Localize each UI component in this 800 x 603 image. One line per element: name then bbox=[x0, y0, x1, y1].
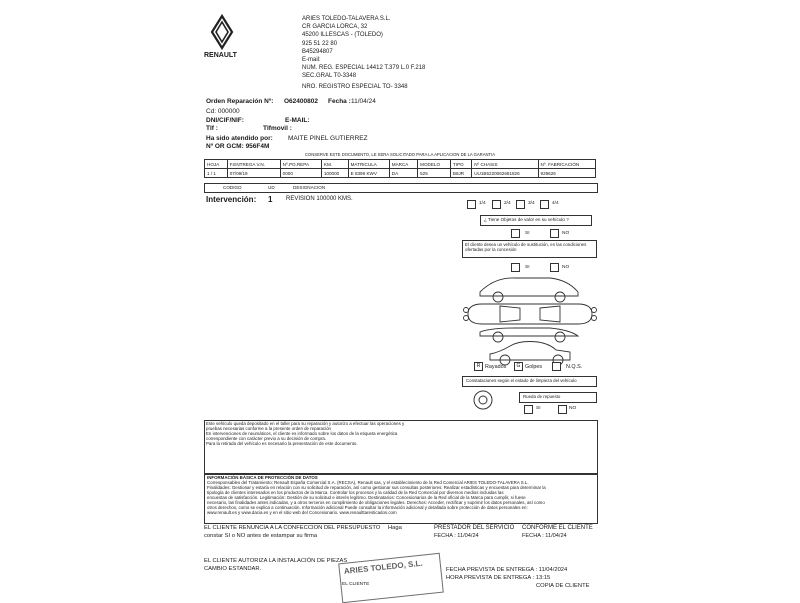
cell: 1 / 1 bbox=[205, 169, 228, 178]
col-header: HOJA bbox=[205, 160, 228, 169]
car-top-view-icon bbox=[464, 304, 597, 324]
tlfmovil-label: Tlfmovil : bbox=[263, 125, 292, 132]
fuel-4-4-label: 4/4 bbox=[552, 201, 559, 206]
gcm-number: Nº OR GCM: 956F4M bbox=[206, 143, 270, 150]
col-header: Nº. FABRICACIÓN bbox=[538, 160, 595, 169]
dealer-line: NUM. REG. ESPECIAL 14412 T.379 L.0 F.218 bbox=[302, 65, 426, 72]
proteccion-line: www.renault.es y www.dacia.es y en el sitio web del Concesionario. www.renaulttaresticados.com bbox=[207, 510, 397, 515]
items-col-codigo: CODIGO bbox=[223, 185, 242, 190]
wheel-icon bbox=[472, 389, 494, 411]
dealer-stamp bbox=[338, 553, 444, 603]
fecha-label: Fecha : bbox=[328, 98, 351, 105]
email-label: E-MAIL: bbox=[285, 117, 310, 124]
col-header: MARCA bbox=[389, 160, 417, 169]
golpes-label: Golpes bbox=[525, 364, 543, 370]
car-damage-diagram[interactable] bbox=[460, 272, 600, 367]
fuel-1-4-label: 1/4 bbox=[479, 201, 486, 206]
objetos-no-label: NO bbox=[562, 231, 570, 236]
limpieza-text: Constataciones según el estado de limpieza del vehículo bbox=[466, 378, 577, 383]
table-header-row bbox=[205, 160, 596, 169]
nqs-marker[interactable] bbox=[552, 362, 561, 371]
intervencion-number: 1 bbox=[268, 195, 273, 204]
sustitucion-no-label: NO bbox=[562, 265, 570, 270]
proteccion-line: Finalidades: Gestionar y estaría en relación con su solicitud de reparación, así como gestionar sus consultas posteriores. Realizar estadísticas y encuestas para determinar la bbox=[207, 485, 546, 490]
golpes-marker[interactable]: G bbox=[514, 362, 523, 371]
sustitucion-si-checkbox[interactable] bbox=[511, 263, 520, 272]
prestador-label: PRESTADOR DEL SERVICIO bbox=[434, 525, 515, 531]
cd-code: Cd: 000000 bbox=[206, 108, 240, 115]
registro-especial: NRO. REGISTRO ESPECIAL TO- 3348 bbox=[302, 84, 408, 90]
renuncia-text: EL CLIENTE RENUNCIA A LA CONFECCION DEL PRESUPUESTO bbox=[204, 525, 381, 531]
dni-label: DNI/CIF/NIF: bbox=[206, 117, 244, 124]
dealer-info bbox=[302, 15, 425, 81]
proteccion-line: tipología de clientes interesados en los productos de la Marca. Controlar los procesos y la calidad de la Red Comercial por diversos medios incluidas las bbox=[207, 490, 504, 495]
prestador-fecha: FECHA : 11/04/24 bbox=[434, 533, 479, 539]
conforme-label: CONFORME EL CLIENTE bbox=[522, 525, 593, 531]
table-row bbox=[205, 169, 596, 178]
conforme-fecha: FECHA : 11/04/24 bbox=[522, 533, 567, 539]
objetos-no-checkbox[interactable] bbox=[550, 229, 559, 238]
proteccion-text bbox=[207, 475, 595, 515]
dealer-line: 925 51 22 80 bbox=[302, 40, 338, 47]
proteccion-line: Corresponsables del Tratamiento: Renault España Comercial S.A. (RECSA), Renault sas, y el establecimiento de la Red Comercial ARIES TOLEDO-TALAVERA S.L. bbox=[207, 480, 529, 485]
orden-value: O62400802 bbox=[284, 98, 318, 105]
fuel-2-4-checkbox[interactable] bbox=[492, 200, 501, 209]
objetos-si-label: SI bbox=[525, 231, 530, 236]
proteccion-line: encuestas de satisfacción. Legitimación: Gestión de su solicitud e interés legítimo. Destinatarios: Concesionarios de la Red oficial de la Marca para cumplir, si fuese bbox=[207, 495, 526, 500]
fuel-3-4-checkbox[interactable] bbox=[516, 200, 525, 209]
rayados-marker[interactable]: R bbox=[474, 362, 483, 371]
deposito-line: correspondiente con carácter previo a su decisión de compra. bbox=[206, 436, 327, 441]
dealer-line: CR GARCIA LORCA, 32 bbox=[302, 24, 368, 31]
deposito-line: pruebas necesarias conforme a la presente orden de reparación bbox=[206, 426, 331, 431]
repuesto-si-checkbox[interactable] bbox=[524, 405, 533, 414]
copia-cliente: COPIA DE CLIENTE bbox=[536, 583, 590, 589]
dealer-line: B45294807 bbox=[302, 48, 333, 55]
vehicle-table bbox=[204, 159, 596, 178]
cell: 525 bbox=[418, 169, 451, 178]
intervencion-text: REVISION 100000 KMS. bbox=[286, 196, 353, 202]
dealer-line: 45200 ILLESCAS - (TOLEDO) bbox=[302, 32, 383, 39]
sustitucion-no-checkbox[interactable] bbox=[550, 263, 559, 272]
nqs-label: N.Q.S. bbox=[566, 364, 583, 370]
car-side-bottom-icon bbox=[480, 328, 578, 342]
cell: UU1B5220062681826 bbox=[472, 169, 538, 178]
constar-text: constar SI o NO antes de estampar su firma bbox=[204, 533, 318, 539]
dealer-line: ARIES TOLEDO-TALAVERA S.L. bbox=[302, 16, 391, 22]
conserve-notice: CONSERVE ESTE DOCUMENTO, LE SERA SOLICITADO PARA LA APLICACION DE LA GARANTIA bbox=[305, 152, 496, 157]
renault-logo-text: RENAULT bbox=[204, 52, 237, 59]
cell: E 8396 KWV bbox=[348, 169, 389, 178]
sustitucion-text: El cliente desea un vehículo de sustitución, en las condiciones ofertadas por la concesión bbox=[465, 242, 587, 252]
col-header: Nº.PO.REPA bbox=[280, 160, 321, 169]
atendido-label: Ha sido atendido por: bbox=[206, 135, 273, 142]
objetos-si-checkbox[interactable] bbox=[511, 229, 520, 238]
col-header: TIPO bbox=[450, 160, 471, 169]
fuel-4-4-checkbox[interactable] bbox=[540, 200, 549, 209]
deposito-line: Este vehículo queda depositado en el taller para su reparación y autorizo a efectuar las operaciones y bbox=[206, 421, 405, 426]
cell: DA bbox=[389, 169, 417, 178]
autoriza-text: EL CLIENTE AUTORIZA LA INSTALACIÓN DE PIEZAS bbox=[204, 558, 348, 564]
col-header: MODELO bbox=[418, 160, 451, 169]
deposito-line: En intervenciones de neumáticos, el cliente es informado sobre los datos de la etiqueta energética bbox=[206, 431, 398, 436]
proteccion-line: necesario, las finalidades antes indicadas, y a otros terceros en cumplimiento de obligaciones legales. Derechos: Acceder, rectificar y suprimir los datos personales, así como bbox=[207, 500, 545, 505]
cell: 929626 bbox=[538, 169, 595, 178]
fecha-value: 11/04/24 bbox=[351, 98, 376, 105]
dealer-line: E-mail: bbox=[302, 57, 321, 64]
rayados-label: Rayados bbox=[485, 364, 507, 370]
renault-logo bbox=[200, 14, 244, 64]
atendido-value: MAITE PINEL GUTIERREZ bbox=[288, 135, 368, 142]
deposito-line: Para la retirada del vehículo es necesario la presentación de este documento. bbox=[206, 441, 358, 446]
col-header: MATRICULA bbox=[348, 160, 389, 169]
repuesto-no-label: NO bbox=[569, 406, 577, 411]
fecha-prevista: FECHA PREVISTA DE ENTREGA : 11/04/2024 bbox=[446, 567, 568, 573]
orden-label: Orden Reparación Nº: bbox=[206, 98, 274, 105]
cell: B8JR bbox=[450, 169, 471, 178]
el-cliente-sign: EL CLIENTE bbox=[342, 582, 370, 587]
stamp-text: ARIES TOLEDO, S.L. bbox=[343, 558, 424, 576]
car-side-top-icon bbox=[480, 278, 578, 302]
objetos-question: ¿ Tiene Objetos de valor en su vehículo ? bbox=[484, 217, 569, 222]
items-header-bar bbox=[204, 183, 598, 193]
proteccion-title: INFORMACIÓN BÁSICA DE PROTECCIÓN DE DATOS bbox=[207, 475, 318, 480]
fuel-1-4-checkbox[interactable] bbox=[467, 200, 476, 209]
col-header: KM. bbox=[321, 160, 348, 169]
items-col-ud: UD bbox=[268, 185, 275, 190]
items-col-designacion: DESIGNACION bbox=[293, 185, 326, 190]
renault-diamond-icon bbox=[200, 14, 244, 50]
repuesto-si-label: SI bbox=[536, 406, 541, 411]
cambio-text: CAMBIO ESTANDAR. bbox=[204, 566, 262, 572]
fuel-2-4-label: 2/4 bbox=[504, 201, 511, 206]
tlf-label: Tlf : bbox=[206, 125, 218, 132]
cell: 07/09/19 bbox=[227, 169, 280, 178]
cell: 0000 bbox=[280, 169, 321, 178]
sustitucion-si-label: SI bbox=[525, 265, 530, 270]
fuel-3-4-label: 3/4 bbox=[528, 201, 535, 206]
repuesto-label: Rueda de repuesto bbox=[523, 394, 561, 399]
intervencion-label: Intervención: bbox=[206, 195, 257, 204]
dealer-line: SEC.GRAL T0-3348 bbox=[302, 73, 357, 80]
hora-prevista: HORA PREVISTA DE ENTREGA : 13:15 bbox=[446, 575, 551, 581]
col-header: Nº CHASIS bbox=[472, 160, 538, 169]
deposito-text bbox=[206, 421, 404, 446]
repuesto-no-checkbox[interactable] bbox=[558, 405, 567, 414]
cell: 100000 bbox=[321, 169, 348, 178]
haga-text: Haga bbox=[388, 525, 402, 531]
col-header: F.ENTREGA V.N. bbox=[227, 160, 280, 169]
proteccion-line: otros derechos, como se explica a continuación. Información adicional Puede consultar la información adicional y detallada sobre protección de datos personales en: bbox=[207, 505, 528, 510]
